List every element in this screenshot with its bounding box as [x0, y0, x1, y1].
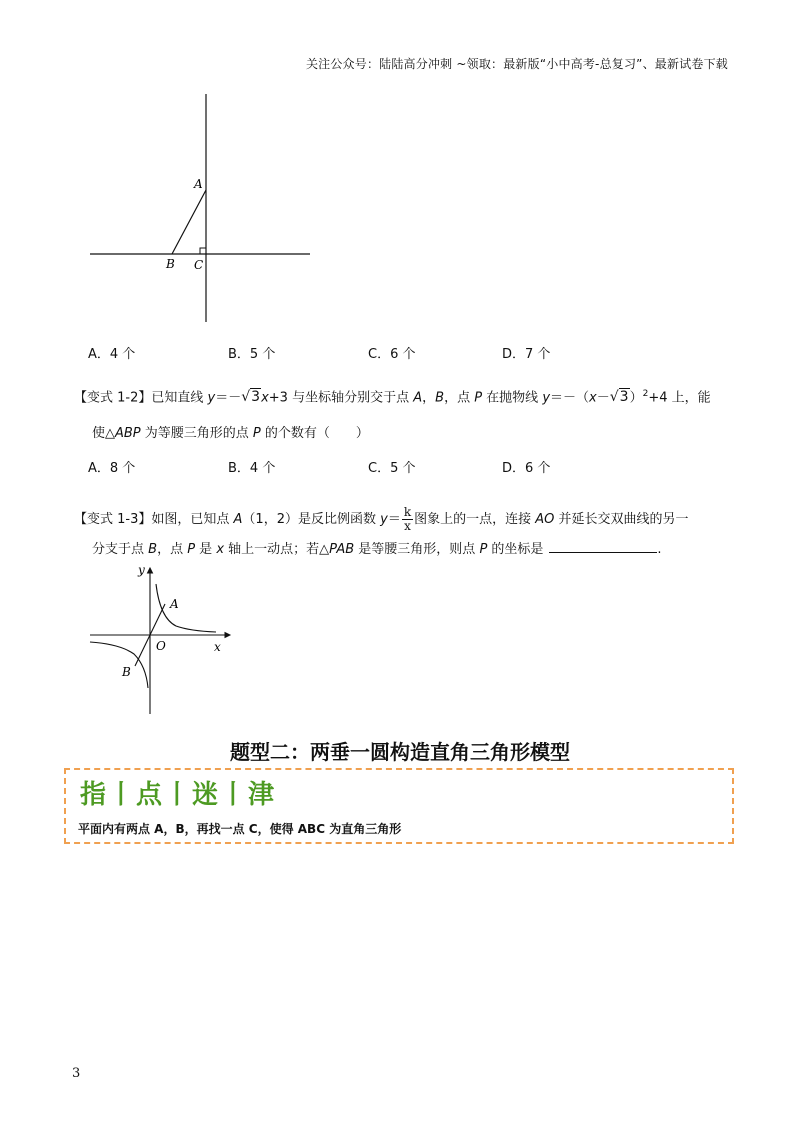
q1-option-a: A．4 个	[88, 347, 136, 362]
q2-var-y: y	[207, 390, 216, 406]
q3-text: .	[657, 542, 662, 557]
q3-var-x: x	[216, 542, 225, 557]
q3-point-a: A	[233, 512, 243, 527]
q3-line-2	[92, 540, 752, 560]
q1-option-c: C．6 个	[368, 347, 416, 362]
tip-box	[64, 768, 734, 844]
label-x: x	[214, 640, 221, 654]
q2-text: ＝－	[215, 390, 242, 406]
q2-var-y: y	[542, 390, 551, 406]
q2-text: 使△	[92, 426, 115, 441]
label-y: y	[138, 563, 145, 577]
q2-text: +3 与坐标轴分别交于点	[268, 390, 414, 406]
q3-text: 并延长交双曲线的另一	[554, 512, 689, 527]
figure-1-diagram	[86, 92, 316, 324]
q3-text: （1，2）是反比例函数	[242, 512, 381, 527]
hyperbola-branch-2	[90, 642, 148, 688]
q2-point-b: B	[435, 390, 445, 406]
hyperbola-branch-1	[156, 584, 216, 632]
q2-text: ＝－（	[550, 390, 590, 406]
q2-var-x: x	[589, 390, 597, 406]
tip-text: 平面内有两点 A，B，再找一点 C，使得 ABC 为直角三角形	[78, 822, 402, 836]
q3-text: 的坐标是	[487, 542, 544, 557]
q3-var-y: y	[380, 512, 388, 527]
q2-tag: 【变式 1-2】	[74, 390, 152, 406]
q3-point-p: P	[479, 542, 488, 557]
q1-option-b: B．5 个	[228, 347, 276, 362]
q2-text: ，点	[444, 390, 475, 406]
q2-triangle-abp: ABP	[115, 426, 141, 441]
q2-text: ，	[422, 390, 436, 406]
tip-title: 指丨点丨迷丨津	[80, 780, 277, 810]
q2-point-p: P	[252, 426, 261, 441]
q2-text: 已知直线	[151, 390, 208, 406]
q3-triangle-pab: PAB	[329, 542, 355, 557]
q3-text: 分支于点	[92, 542, 149, 557]
q3-point-b: B	[148, 542, 158, 557]
label-b: B	[166, 257, 175, 271]
q1-option-d: D．7 个	[502, 347, 551, 362]
q2-text: +4 上，能	[648, 390, 711, 406]
figure-2-hyperbola	[86, 562, 236, 718]
q3-text: ＝	[387, 512, 401, 527]
q2-option-a: A．8 个	[88, 461, 136, 476]
q3-text: ，点	[157, 542, 188, 557]
q2-text: －	[596, 390, 610, 406]
q3-line-1	[74, 506, 734, 533]
page-header: 关注公众号：陆陆高分冲刺 ~领取：最新版“小中高考-总复习”、最新试卷下载	[305, 57, 728, 71]
answer-blank	[549, 540, 657, 553]
label-b: B	[122, 665, 131, 679]
q2-text: 的个数有（ ）	[260, 426, 369, 441]
q2-text: ）	[629, 390, 643, 406]
sqrt-3: √3	[241, 389, 261, 406]
q3-text: 是等腰三角形，则点	[354, 542, 480, 557]
q2-line-1	[74, 384, 734, 408]
q3-segment-ao: AO	[535, 512, 555, 527]
section-title: 题型二：两垂一圆构造直角三角形模型	[230, 740, 570, 764]
q2-line-2	[92, 424, 752, 444]
q2-text: 在抛物线	[482, 390, 543, 406]
q2-exponent: 2	[642, 389, 649, 399]
q2-option-c: C．5 个	[368, 461, 416, 476]
label-a: A	[170, 597, 179, 611]
label-a: A	[194, 177, 203, 191]
q3-tag: 【变式 1-3】	[74, 512, 152, 527]
q2-option-d: D．6 个	[502, 461, 551, 476]
sqrt-3: √3	[609, 389, 629, 406]
q3-text: 是	[195, 542, 217, 557]
q2-var-x: x	[261, 390, 269, 406]
q3-text: 图象上的一点，连接	[414, 512, 536, 527]
q2-point-a: A	[413, 390, 423, 406]
page-number: 3	[72, 1066, 81, 1081]
q3-text: 如图，已知点	[151, 512, 234, 527]
label-o: O	[156, 639, 166, 653]
q3-point-p: P	[187, 542, 196, 557]
label-c: C	[194, 258, 204, 272]
segment-ab	[172, 190, 206, 254]
q2-text: 为等腰三角形的点	[140, 426, 253, 441]
q2-option-b: B．4 个	[228, 461, 276, 476]
q2-point-p: P	[474, 390, 483, 406]
q3-text: 轴上一动点；若△	[224, 542, 330, 557]
fraction-k-over-x: $\frac{k}{x}$	[403, 505, 412, 533]
right-angle-mark	[200, 248, 206, 254]
